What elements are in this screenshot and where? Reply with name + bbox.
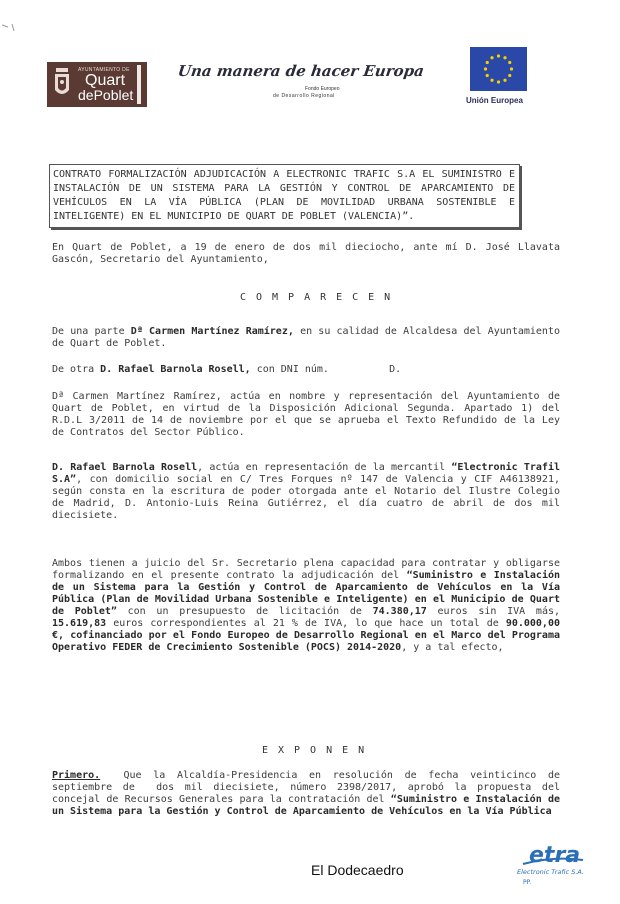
party-2-name: D. Rafael Barnola Rosell, [100, 364, 251, 375]
feder-slogan-sub2: de Desarrollo Regional [273, 93, 335, 99]
contract-title: CONTRATO FORMALIZACIÓN ADJUDICACIÓN A ELECTRONIC TRAFIC S.A EL SUMINISTRO E INSTALACIÓN DE UN SISTEMA PARA LA GESTIÓN Y CONTROL DE APARCAMIENTO DE VEHÍCULOS EN LA VÍA PÚBLICA (PLAN DE MOVILIDAD URBANA SOSTENIBLE E INTELIGENTE) EN EL MUNICIPIO DE QUART DE POBLET (VALENCIA)”. [49, 164, 520, 228]
town-logo-line1: Quart [85, 72, 126, 89]
party-1-paragraph: De una parte Dª Carmen Martínez Ramírez, en su calidad de Alcaldesa del Ayuntamiento de Quart de Poblet. [52, 326, 560, 349]
comparecen-heading: COMPARECEN [240, 292, 401, 303]
eu-star-icon [486, 74, 489, 77]
eu-star-icon [510, 67, 513, 70]
town-logo-line2: dePoblet [78, 87, 134, 103]
eu-star-icon [497, 54, 500, 57]
eu-star-icon [490, 56, 493, 59]
eu-star-icon [486, 61, 489, 64]
etra-pp: PP. [523, 879, 532, 886]
company-paragraph: D. Rafael Barnola Rosell, actúa en representación de la mercantil “Electronic Trafil S.A”, con domicilio social en C/ Tres Forques nº 147 de Valencia y CIF A46138921, según consta en la escritura de poder otorgada ante el Notario del Ilustre Colegio de Madrid, D. Antonio-Luis Reina Gutiérrez, el día cuatro de abril de dos mil diecisiete. [52, 462, 560, 521]
etra-logo-sub: Electronic Trafic S.A. [517, 868, 585, 876]
feder-slogan-sub1: Fondo Europeo [305, 86, 340, 92]
coat-of-arms-icon [52, 66, 72, 100]
footer-text: El Dodecaedro [311, 862, 404, 878]
eu-star-icon [508, 74, 511, 77]
eu-label: Unión Europea [466, 96, 523, 105]
etra-logo-icon [513, 838, 613, 888]
town-logo-small: AYUNTAMIENTO DE [78, 67, 130, 73]
primero-paragraph: Primero. Que la Alcaldía-Presidencia en resolución de fecha veinticinco de septiembre de dos mil diecisiete, número 2398/2017, aprobó la propuesta del concejal de Recursos Generales para la contratación del “Suministro e Instalación de un Sistema para la Gestión y Control de Aparcamiento de Vehículos en la Vía Pública [52, 770, 567, 817]
capacity-paragraph: Ambos tienen a juicio del Sr. Secretario plena capacidad para contratar y obligarse formalizando en el presente contrato la adjudicación del “Suministro e Instalación de un Sistema para la Gestión y Control de Aparcamiento de Vehículos en la Vía Pública (Plan de Movilidad Urbana Sostenible e Inteligente) en el Municipio de Quart de Poblet” con un presupuesto de licitación de 74.380,17 euros sin IVA más, 15.619,83 euros correspondientes al 21 % de IVA, lo que hace un total de 90.000,00 €, cofinanciado por el Fondo Europeo de Desarrollo Regional en el Marco del Programa Operativo FEDER de Crecimiento Sostenible (POCS) 2014-2020, y a tal efecto, [52, 558, 561, 653]
party-2-paragraph: De otra D. Rafael Barnola Rosell, con DNI núm. D. [52, 364, 402, 375]
representation-paragraph: Dª Carmen Martínez Ramírez, actúa en nombre y representación del Ayuntamiento de Quart de Poblet, en virtud de la Disposición Adicional Segunda. Apartado 1) del R.D.L 3/2011 de 14 de noviembre por el que se aprueba el Texto Refundido de la Ley de Contratos del Sector Público. [52, 391, 560, 438]
exponen-heading: EXPONEN [262, 745, 375, 756]
eu-star-icon [508, 61, 511, 64]
eu-star-icon [484, 67, 487, 70]
etra-logo-text: etra [529, 843, 581, 868]
eu-flag-icon [470, 47, 527, 91]
scan-mark [0, 22, 24, 34]
eu-star-icon [503, 79, 506, 82]
eu-star-icon [497, 80, 500, 83]
party-1-name: Dª Carmen Martínez Ramírez, [130, 326, 294, 337]
primero-label: Primero. [52, 770, 101, 781]
feder-slogan: Una manera de hacer Europa [176, 62, 426, 80]
intro-paragraph: En Quart de Poblet, a 19 de enero de dos mil dieciocho, ante mí D. José Llavata Gascón, Secretario del Ayuntamiento, [52, 242, 560, 265]
town-logo [47, 62, 147, 107]
eu-star-icon [503, 56, 506, 59]
logo-bar [137, 65, 141, 104]
eu-star-icon [490, 79, 493, 82]
